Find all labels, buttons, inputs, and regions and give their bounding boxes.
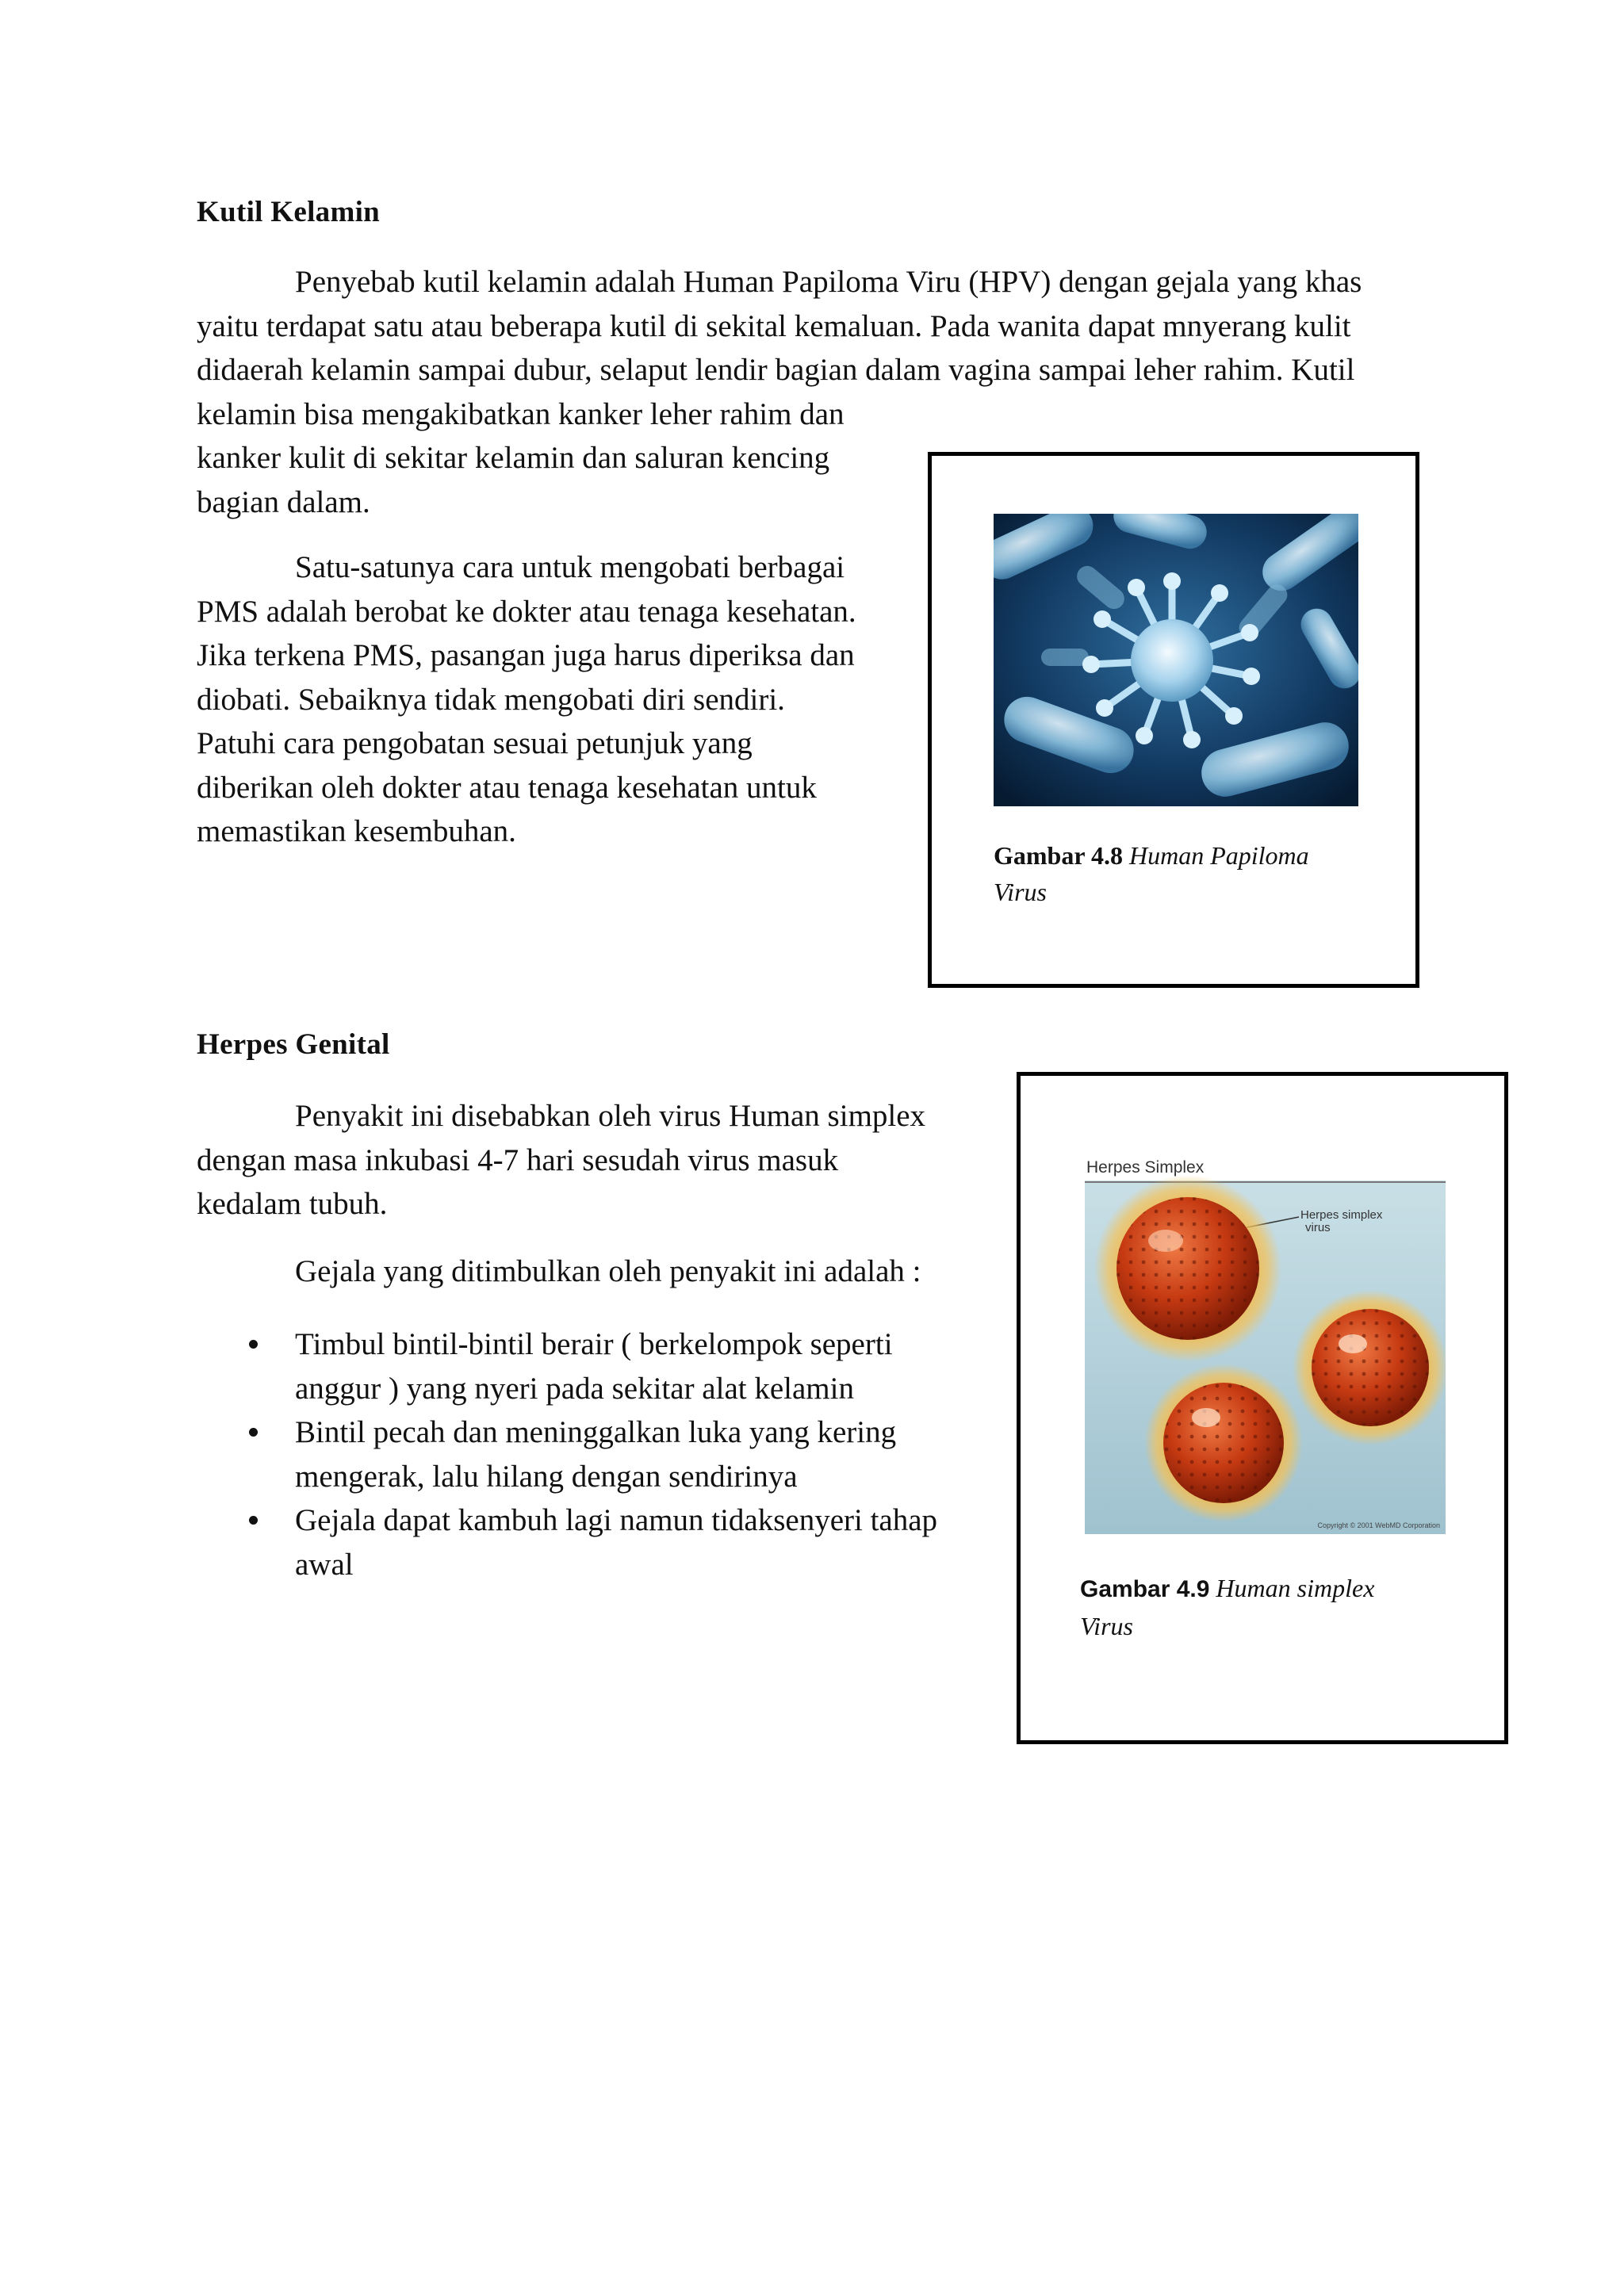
text-line: didaerah kelamin sampai dubur, selaput lendir bagian dalam vagina sampai leher rahim. Kutil [197, 353, 1355, 387]
text-line: diberikan oleh dokter atau tenaga kesehatan untuk [197, 770, 817, 805]
paragraph-herpes-cause [197, 1094, 998, 1226]
text-line: Patuhi cara pengobatan sesuai petunjuk yang [197, 726, 753, 760]
figure-name: Virus [1080, 1612, 1133, 1640]
figure-name: Human Papiloma [1128, 841, 1309, 870]
text-line: kedalam tubuh. [197, 1187, 388, 1221]
text-line: bagian dalam. [197, 484, 370, 519]
text-line: memastikan kesembuhan. [197, 814, 516, 848]
bullet-icon [249, 1428, 258, 1437]
paragraph-treatment [197, 545, 910, 854]
image-callout: Herpes simplex [1300, 1208, 1383, 1222]
figure-name: Virus [994, 878, 1047, 906]
text-line: kelamin bisa mengakibatkan kanker leher rahim dan [197, 396, 845, 431]
text-line: yaitu terdapat satu atau beberapa kutil di sekital kemaluan. Pada wanita dapat mnyerang kulit [197, 308, 1351, 343]
text-line: dengan masa inkubasi 4-7 hari sesudah virus masuk [197, 1142, 839, 1177]
text-line: PMS adalah berobat ke dokter atau tenaga kesehatan. [197, 594, 856, 629]
image-copyright: Copyright © 2001 WebMD Corporation [1317, 1521, 1440, 1529]
section-heading-herpes-genital: Herpes Genital [197, 1028, 390, 1061]
section-heading-kutil-kelamin: Kutil Kelamin [197, 196, 381, 228]
text-line: kanker kulit di sekitar kelamin dan saluran kencing [197, 441, 830, 475]
figure-4-8-caption [994, 837, 1374, 910]
text-line: Satu-satunya cara untuk mengobati berbagai [295, 550, 845, 584]
symptoms-list [295, 1322, 1009, 1586]
image-title: Herpes Simplex [1086, 1158, 1205, 1177]
bullet-icon [249, 1340, 258, 1349]
herpes-simplex-image [1085, 1154, 1446, 1534]
hpv-virus-image [994, 514, 1358, 806]
image-callout: virus [1305, 1221, 1331, 1234]
text-line: Penyebab kutil kelamin adalah Human Papiloma Viru (HPV) dengan gejala yang khas [295, 265, 1362, 299]
list-item: Bintil pecah dan meninggalkan luka yang kering mengerak, lalu hilang dengan sendirinya [295, 1410, 1009, 1498]
bullet-icon [249, 1516, 258, 1525]
figure-label: Gambar 4.8 [994, 841, 1123, 870]
figure-label: Gambar 4.9 [1080, 1576, 1210, 1602]
list-item: Timbul bintil-bintil berair ( berkelompok seperti anggur ) yang nyeri pada sekitar alat kelamin [295, 1322, 1009, 1410]
text-line: Penyakit ini disebabkan oleh virus Human simplex [295, 1099, 926, 1133]
figure-4-9-caption [1080, 1570, 1461, 1644]
list-item: Gejala dapat kambuh lagi namun tidaksenyeri tahap awal [295, 1498, 1009, 1586]
paragraph-symptoms-intro: Gejala yang ditimbulkan oleh penyakit ini adalah : [295, 1254, 921, 1288]
figure-name: Human simplex [1216, 1574, 1375, 1602]
text-line: diobati. Sebaiknya tidak mengobati diri sendiri. [197, 682, 785, 717]
text-line: Jika terkena PMS, pasangan juga harus diperiksa dan [197, 638, 855, 672]
